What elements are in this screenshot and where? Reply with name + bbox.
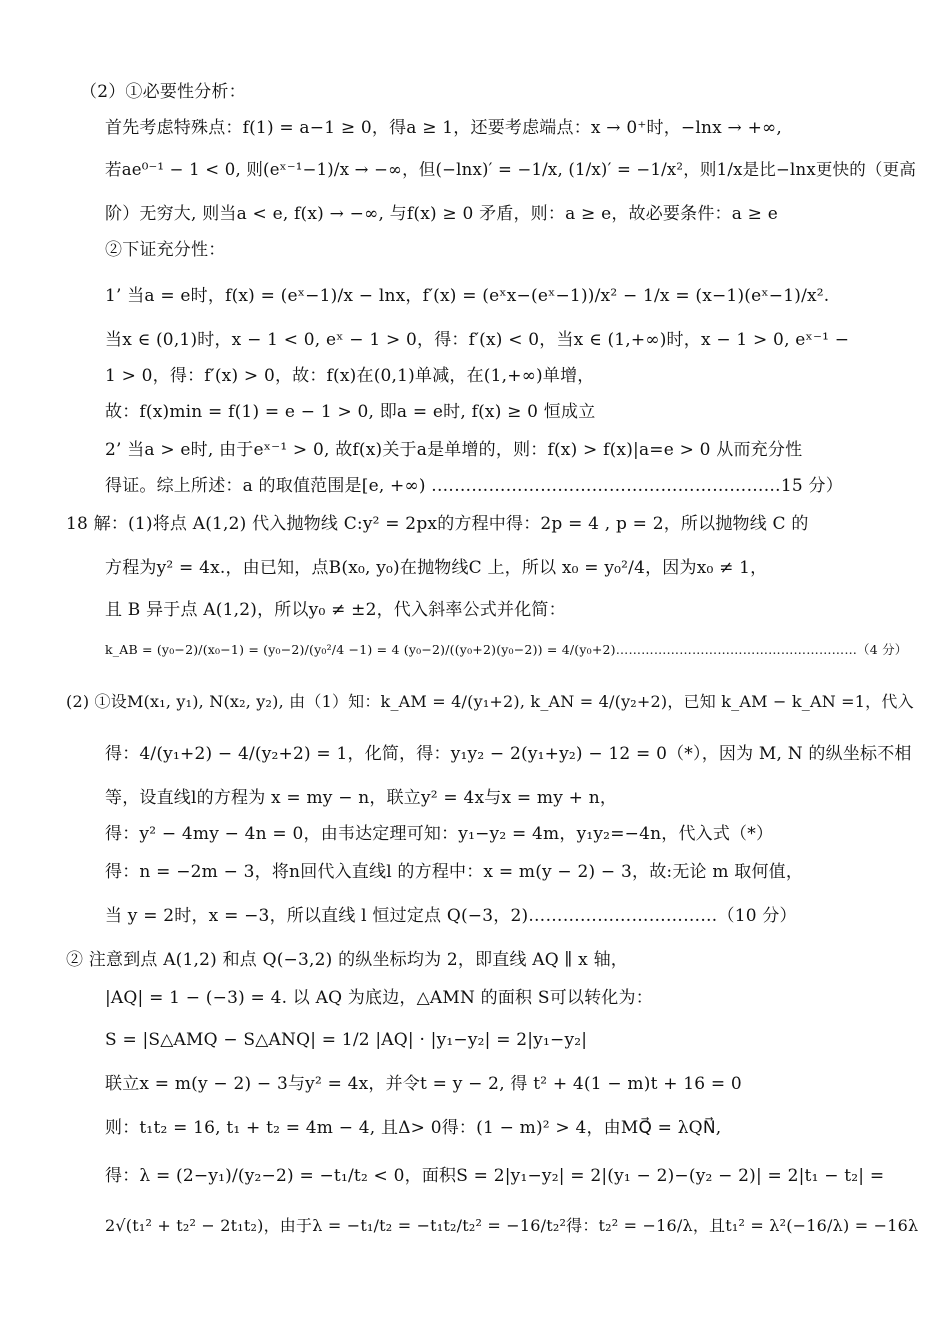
text-line: 联立x = m(y − 2) − 3与y² = 4x，并令t = y − 2, 得 t² + 4(1 − m)t + 16 = 0 bbox=[105, 1074, 742, 1094]
text-line: 阶）无穷大, 则当a < e, f(x) → −∞, 与f(x) ≥ 0 矛盾，则：a ≥ e，故必要条件：a ≥ e bbox=[105, 204, 778, 224]
text-line: （2）①必要性分析： bbox=[80, 82, 246, 102]
text-line: 若ae⁰⁻¹ − 1 < 0, 则(eˣ⁻¹−1)/x → −∞，但(−lnx)′ = −1/x, (1/x)′ = −1/x²，则1/x是比−lnx更快的（更高 bbox=[105, 160, 917, 179]
text-line: ② 注意到点 A(1,2) 和点 Q(−3,2) 的纵坐标均为 2，即直线 AQ ∥ x 轴， bbox=[66, 950, 628, 970]
text-line: 18 解：(1)将点 A(1,2) 代入抛物线 C:y² = 2px的方程中得：2p = 4 , p = 2，所以抛物线 C 的 bbox=[66, 514, 809, 534]
text-line: 方程为y² = 4x.，由已知，点B(x₀, y₀)在抛物线C 上，所以 x₀ = y₀²/4，因为x₀ ≠ 1， bbox=[105, 558, 768, 578]
text-line: 得：n = −2m − 3，将n回代入直线l 的方程中：x = m(y − 2) − 3，故:无论 m 取何值， bbox=[105, 862, 804, 882]
text-line: 当x ∈ (0,1)时，x − 1 < 0, eˣ − 1 > 0，得：f′(x) < 0，当x ∈ (1,+∞)时，x − 1 > 0, eˣ⁻¹ − bbox=[105, 330, 850, 350]
text-line: 且 B 异于点 A(1,2)，所以y₀ ≠ ±2，代入斜率公式并化简： bbox=[105, 600, 566, 620]
text-line: 则：t₁t₂ = 16, t₁ + t₂ = 4m − 4, 且Δ> 0得：(1 − m)² > 4，由MQ⃗ = λQN⃗, bbox=[105, 1118, 722, 1138]
text-line: 1’ 当a = e时，f(x) = (eˣ−1)/x − lnx，f′(x) = (eˣx−(eˣ−1))/x² − 1/x = (x−1)(eˣ−1)/x². bbox=[105, 286, 830, 306]
text-line: 2√(t₁² + t₂² − 2t₁t₂)，由于λ = −t₁/t₂ = −t₁t₂/t₂² = −16/t₂²得：t₂² = −16/λ，且t₁² = λ²(−16/λ) = −16λ bbox=[105, 1216, 919, 1235]
text-line: 2’ 当a > e时, 由于eˣ⁻¹ > 0, 故f(x)关于a是单增的，则：f(x) > f(x)|a=e > 0 从而充分性 bbox=[105, 440, 803, 460]
text-line: 得：λ = (2−y₁)/(y₂−2) = −t₁/t₂ < 0，面积S = 2|y₁−y₂| = 2|(y₁ − 2)−(y₂ − 2)| = 2|t₁ − t₂| = bbox=[105, 1166, 885, 1186]
text-line: (2) ①设M(x₁, y₁), N(x₂, y₂), 由（1）知：k_AM = 4/(y₁+2), k_AN = 4/(y₂+2)，已知 k_AM − k_AN =1，代入 bbox=[66, 692, 914, 711]
text-line: k_AB = (y₀−2)/(x₀−1) = (y₀−2)/(y₀²/4 −1) = 4 (y₀−2)/((y₀+2)(y₀−2)) = 4/(y₀+2)…………………………………………………（4 分） bbox=[105, 642, 908, 657]
text-line: |AQ| = 1 − (−3) = 4. 以 AQ 为底边，△AMN 的面积 S可以转化为： bbox=[105, 988, 653, 1008]
text-line: S = |S△AMQ − S△ANQ| = 1/2 |AQ| · |y₁−y₂| = 2|y₁−y₂| bbox=[105, 1030, 588, 1050]
text-line: 当 y = 2时，x = −3，所以直线 l 恒过定点 Q(−3，2)……………………………（10 分） bbox=[105, 906, 797, 926]
text-line: 得：y² − 4my − 4n = 0，由韦达定理可知：y₁−y₂ = 4m，y₁y₂=−4n，代入式（*） bbox=[105, 824, 774, 844]
text-line: 1 > 0，得：f′(x) > 0，故：f(x)在(0,1)单减，在(1,+∞)单增， bbox=[105, 366, 595, 386]
text-line: 得：4/(y₁+2) − 4/(y₂+2) = 1，化简，得：y₁y₂ − 2(y₁+y₂) − 12 = 0（*），因为 M, N 的纵坐标不相 bbox=[105, 744, 912, 764]
text-line: 首先考虑特殊点：f(1) = a−1 ≥ 0，得a ≥ 1，还要考虑端点：x → 0⁺时，−lnx → +∞, bbox=[105, 118, 782, 138]
text-line: ②下证充分性： bbox=[105, 240, 226, 260]
text-line: 故：f(x)min = f(1) = e − 1 > 0, 即a = e时, f(x) ≥ 0 恒成立 bbox=[105, 402, 596, 422]
text-line: 等，设直线l的方程为 x = my − n，联立y² = 4x与x = my + n， bbox=[105, 788, 618, 808]
text-line: 得证。综上所述：a 的取值范围是[e, +∞) .……………………………………………………15 分） bbox=[105, 476, 843, 496]
